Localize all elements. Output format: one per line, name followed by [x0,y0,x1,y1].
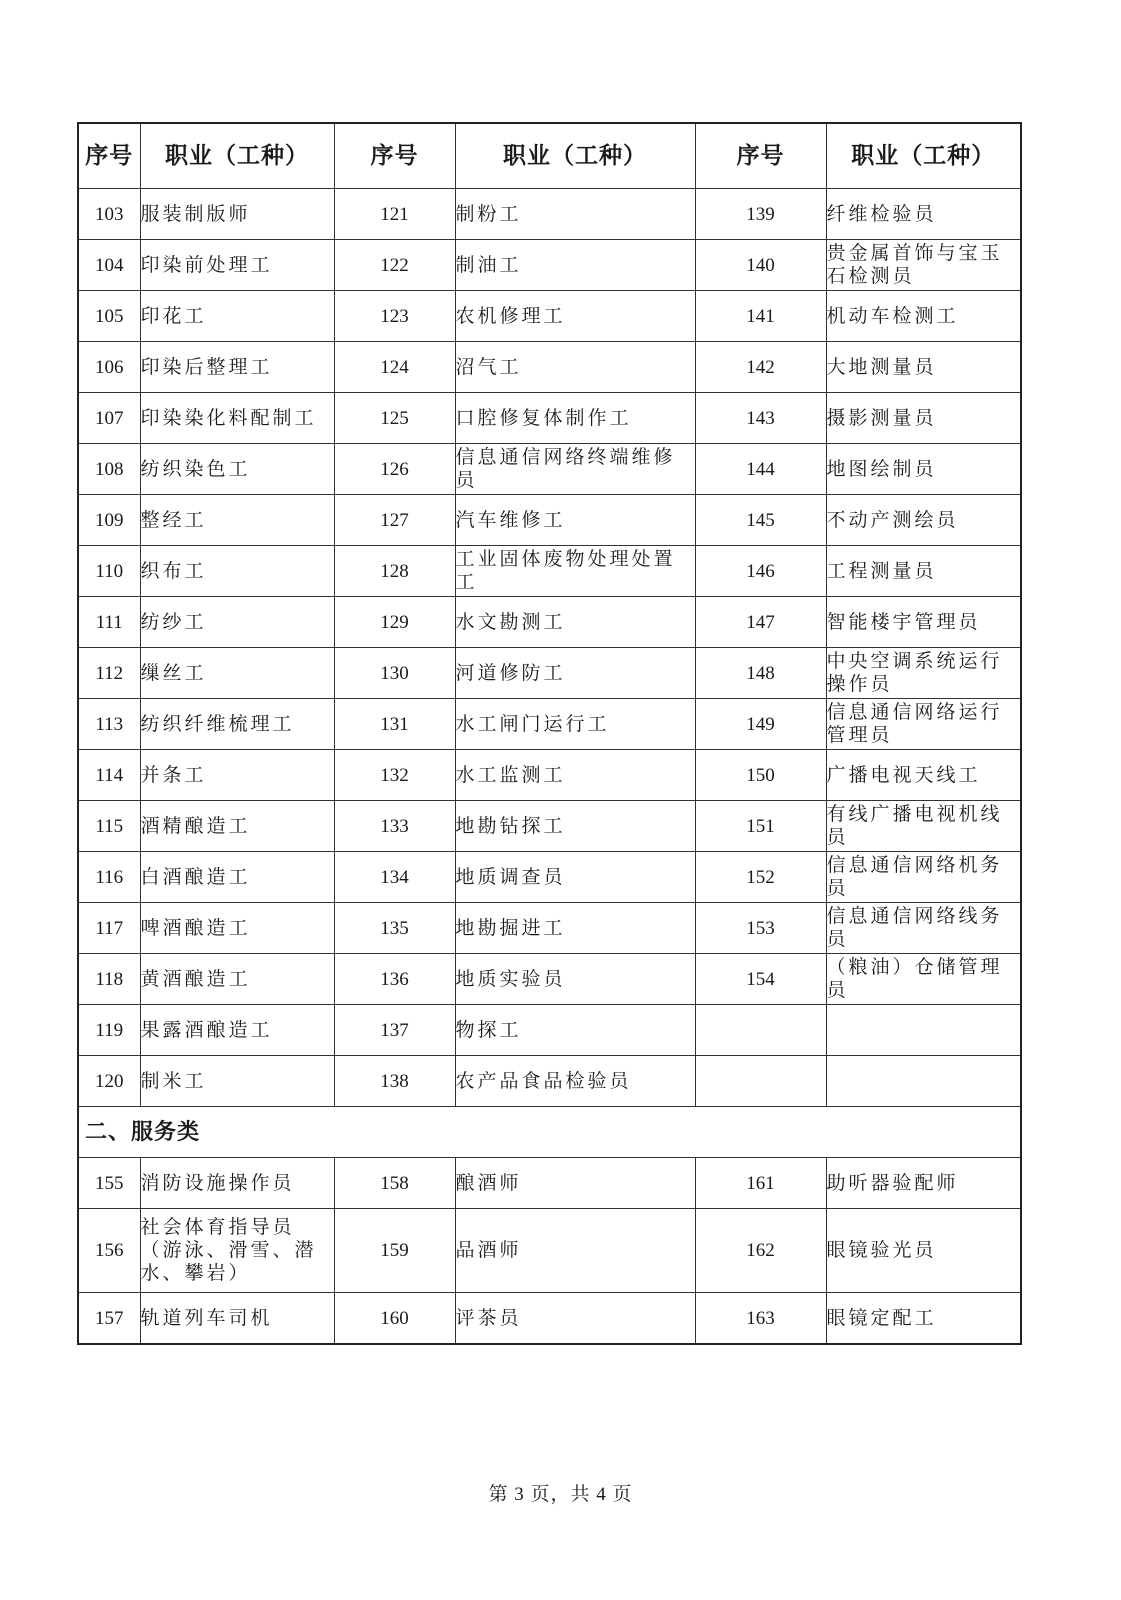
occupation-name-cell: 印染后整理工 [140,342,334,393]
table-row [78,648,1021,699]
occupation-name-cell: 整经工 [140,495,334,546]
occupation-name-cell: 河道修防工 [455,648,695,699]
serial-number-cell: 107 [78,393,140,444]
occupation-name-cell: 物探工 [455,1005,695,1056]
serial-number-cell: 109 [78,495,140,546]
serial-number-cell: 111 [78,597,140,648]
serial-number-cell: 127 [334,495,455,546]
serial-number-cell: 159 [334,1209,455,1293]
serial-number-cell: 124 [334,342,455,393]
serial-number-cell: 110 [78,546,140,597]
serial-number-cell: 144 [695,444,826,495]
occupation-name-cell [826,1005,1021,1056]
occupation-name-cell: 制米工 [140,1056,334,1107]
serial-number-cell: 147 [695,597,826,648]
table-row [78,1293,1021,1345]
serial-number-cell: 106 [78,342,140,393]
occupation-name-cell: 纺织染色工 [140,444,334,495]
serial-number-cell: 130 [334,648,455,699]
serial-number-cell: 123 [334,291,455,342]
serial-number-cell: 126 [334,444,455,495]
occupation-name-cell: 缫丝工 [140,648,334,699]
serial-number-cell: 104 [78,240,140,291]
occupation-name-cell: 织布工 [140,546,334,597]
serial-number-cell: 152 [695,852,826,903]
serial-number-cell: 142 [695,342,826,393]
table-row [78,597,1021,648]
occupation-name-cell: 品酒师 [455,1209,695,1293]
occupation-name-cell: 农机修理工 [455,291,695,342]
occupation-name-cell: 有线广播电视机线员 [826,801,1021,852]
serial-number-cell: 155 [78,1158,140,1209]
serial-number-cell: 133 [334,801,455,852]
serial-number-cell: 120 [78,1056,140,1107]
occupation-name-cell: 地质调查员 [455,852,695,903]
section-title-row [78,1107,1021,1158]
serial-number-cell: 118 [78,954,140,1005]
occupation-name-cell: 黄酒酿造工 [140,954,334,1005]
occupation-name-cell: （粮油）仓储管理员 [826,954,1021,1005]
serial-number-cell: 137 [334,1005,455,1056]
serial-number-cell: 131 [334,699,455,750]
serial-number-cell: 112 [78,648,140,699]
occupation-name-cell: 广播电视天线工 [826,750,1021,801]
page-footer: 第 3 页，共 4 页 [488,1484,633,1505]
serial-number-cell: 140 [695,240,826,291]
column-header: 职业（工种） [140,123,334,189]
occupation-name-cell: 口腔修复体制作工 [455,393,695,444]
occupation-name-cell: 沼气工 [455,342,695,393]
serial-number-cell: 148 [695,648,826,699]
occupation-name-cell: 酒精酿造工 [140,801,334,852]
column-header: 职业（工种） [826,123,1021,189]
table-row [78,750,1021,801]
table-row [78,342,1021,393]
occupation-name-cell: 啤酒酿造工 [140,903,334,954]
table-row [78,291,1021,342]
serial-number-cell: 150 [695,750,826,801]
table-row [78,444,1021,495]
serial-number-cell: 160 [334,1293,455,1345]
occupation-name-cell: 工程测量员 [826,546,1021,597]
occupation-name-cell: 机动车检测工 [826,291,1021,342]
serial-number-cell: 115 [78,801,140,852]
table-row [78,954,1021,1005]
serial-number-cell: 138 [334,1056,455,1107]
table-row [78,1056,1021,1107]
occupation-name-cell: 信息通信网络线务员 [826,903,1021,954]
serial-number-cell: 119 [78,1005,140,1056]
table-row [78,699,1021,750]
column-header: 序号 [334,123,455,189]
serial-number-cell: 157 [78,1293,140,1345]
serial-number-cell: 117 [78,903,140,954]
table-row [78,546,1021,597]
serial-number-cell: 116 [78,852,140,903]
serial-number-cell: 132 [334,750,455,801]
occupation-name-cell: 印染前处理工 [140,240,334,291]
table-row [78,852,1021,903]
serial-number-cell: 141 [695,291,826,342]
table-row [78,1005,1021,1056]
occupation-name-cell: 纺纱工 [140,597,334,648]
occupation-name-cell: 中央空调系统运行操作员 [826,648,1021,699]
occupation-name-cell: 农产品食品检验员 [455,1056,695,1107]
serial-number-cell [695,1056,826,1107]
serial-number-cell: 129 [334,597,455,648]
serial-number-cell [695,1005,826,1056]
serial-number-cell: 156 [78,1209,140,1293]
occupation-name-cell: 消防设施操作员 [140,1158,334,1209]
occupation-name-cell: 贵金属首饰与宝玉石检测员 [826,240,1021,291]
column-header: 序号 [78,123,140,189]
serial-number-cell: 113 [78,699,140,750]
occupation-table [77,122,1022,1345]
occupation-name-cell: 制粉工 [455,189,695,240]
occupation-name-cell: 信息通信网络运行管理员 [826,699,1021,750]
column-header: 职业（工种） [455,123,695,189]
occupation-name-cell: 工业固体废物处理处置工 [455,546,695,597]
serial-number-cell: 103 [78,189,140,240]
occupation-name-cell: 地勘掘进工 [455,903,695,954]
serial-number-cell: 139 [695,189,826,240]
serial-number-cell: 154 [695,954,826,1005]
occupation-table-container [77,122,1020,1345]
serial-number-cell: 134 [334,852,455,903]
serial-number-cell: 128 [334,546,455,597]
occupation-name-cell: 汽车维修工 [455,495,695,546]
occupation-name-cell: 眼镜验光员 [826,1209,1021,1293]
occupation-name-cell: 服装制版师 [140,189,334,240]
occupation-name-cell: 纤维检验员 [826,189,1021,240]
serial-number-cell: 145 [695,495,826,546]
occupation-name-cell: 酿酒师 [455,1158,695,1209]
table-row [78,495,1021,546]
occupation-name-cell: 水文勘测工 [455,597,695,648]
serial-number-cell: 151 [695,801,826,852]
occupation-name-cell: 制油工 [455,240,695,291]
table-row [78,189,1021,240]
occupation-name-cell: 白酒酿造工 [140,852,334,903]
serial-number-cell: 153 [695,903,826,954]
serial-number-cell: 146 [695,546,826,597]
serial-number-cell: 114 [78,750,140,801]
table-row [78,393,1021,444]
occupation-name-cell: 轨道列车司机 [140,1293,334,1345]
serial-number-cell: 163 [695,1293,826,1345]
occupation-name-cell: 助听器验配师 [826,1158,1021,1209]
occupation-name-cell: 印染染化料配制工 [140,393,334,444]
serial-number-cell: 108 [78,444,140,495]
table-header-row [78,123,1021,189]
serial-number-cell: 125 [334,393,455,444]
table-row [78,240,1021,291]
occupation-name-cell: 地勘钻探工 [455,801,695,852]
occupation-name-cell: 大地测量员 [826,342,1021,393]
occupation-name-cell: 水工闸门运行工 [455,699,695,750]
serial-number-cell: 121 [334,189,455,240]
occupation-name-cell: 印花工 [140,291,334,342]
serial-number-cell: 143 [695,393,826,444]
table-row [78,801,1021,852]
serial-number-cell: 149 [695,699,826,750]
serial-number-cell: 161 [695,1158,826,1209]
occupation-name-cell: 地质实验员 [455,954,695,1005]
occupation-name-cell: 社会体育指导员（游泳、滑雪、潜水、攀岩） [140,1209,334,1293]
serial-number-cell: 135 [334,903,455,954]
occupation-name-cell: 纺织纤维梳理工 [140,699,334,750]
table-row [78,1209,1021,1293]
serial-number-cell: 136 [334,954,455,1005]
occupation-name-cell: 果露酒酿造工 [140,1005,334,1056]
occupation-name-cell: 信息通信网络终端维修员 [455,444,695,495]
occupation-name-cell: 智能楼宇管理员 [826,597,1021,648]
serial-number-cell: 162 [695,1209,826,1293]
occupation-name-cell: 并条工 [140,750,334,801]
occupation-name-cell: 不动产测绘员 [826,495,1021,546]
occupation-name-cell: 地图绘制员 [826,444,1021,495]
occupation-name-cell: 水工监测工 [455,750,695,801]
serial-number-cell: 105 [78,291,140,342]
section-title: 二、服务类 [78,1107,1021,1158]
occupation-name-cell: 摄影测量员 [826,393,1021,444]
table-row [78,1158,1021,1209]
column-header: 序号 [695,123,826,189]
serial-number-cell: 158 [334,1158,455,1209]
occupation-name-cell: 评茶员 [455,1293,695,1345]
serial-number-cell: 122 [334,240,455,291]
occupation-name-cell: 信息通信网络机务员 [826,852,1021,903]
occupation-name-cell [826,1056,1021,1107]
occupation-name-cell: 眼镜定配工 [826,1293,1021,1345]
table-row [78,903,1021,954]
